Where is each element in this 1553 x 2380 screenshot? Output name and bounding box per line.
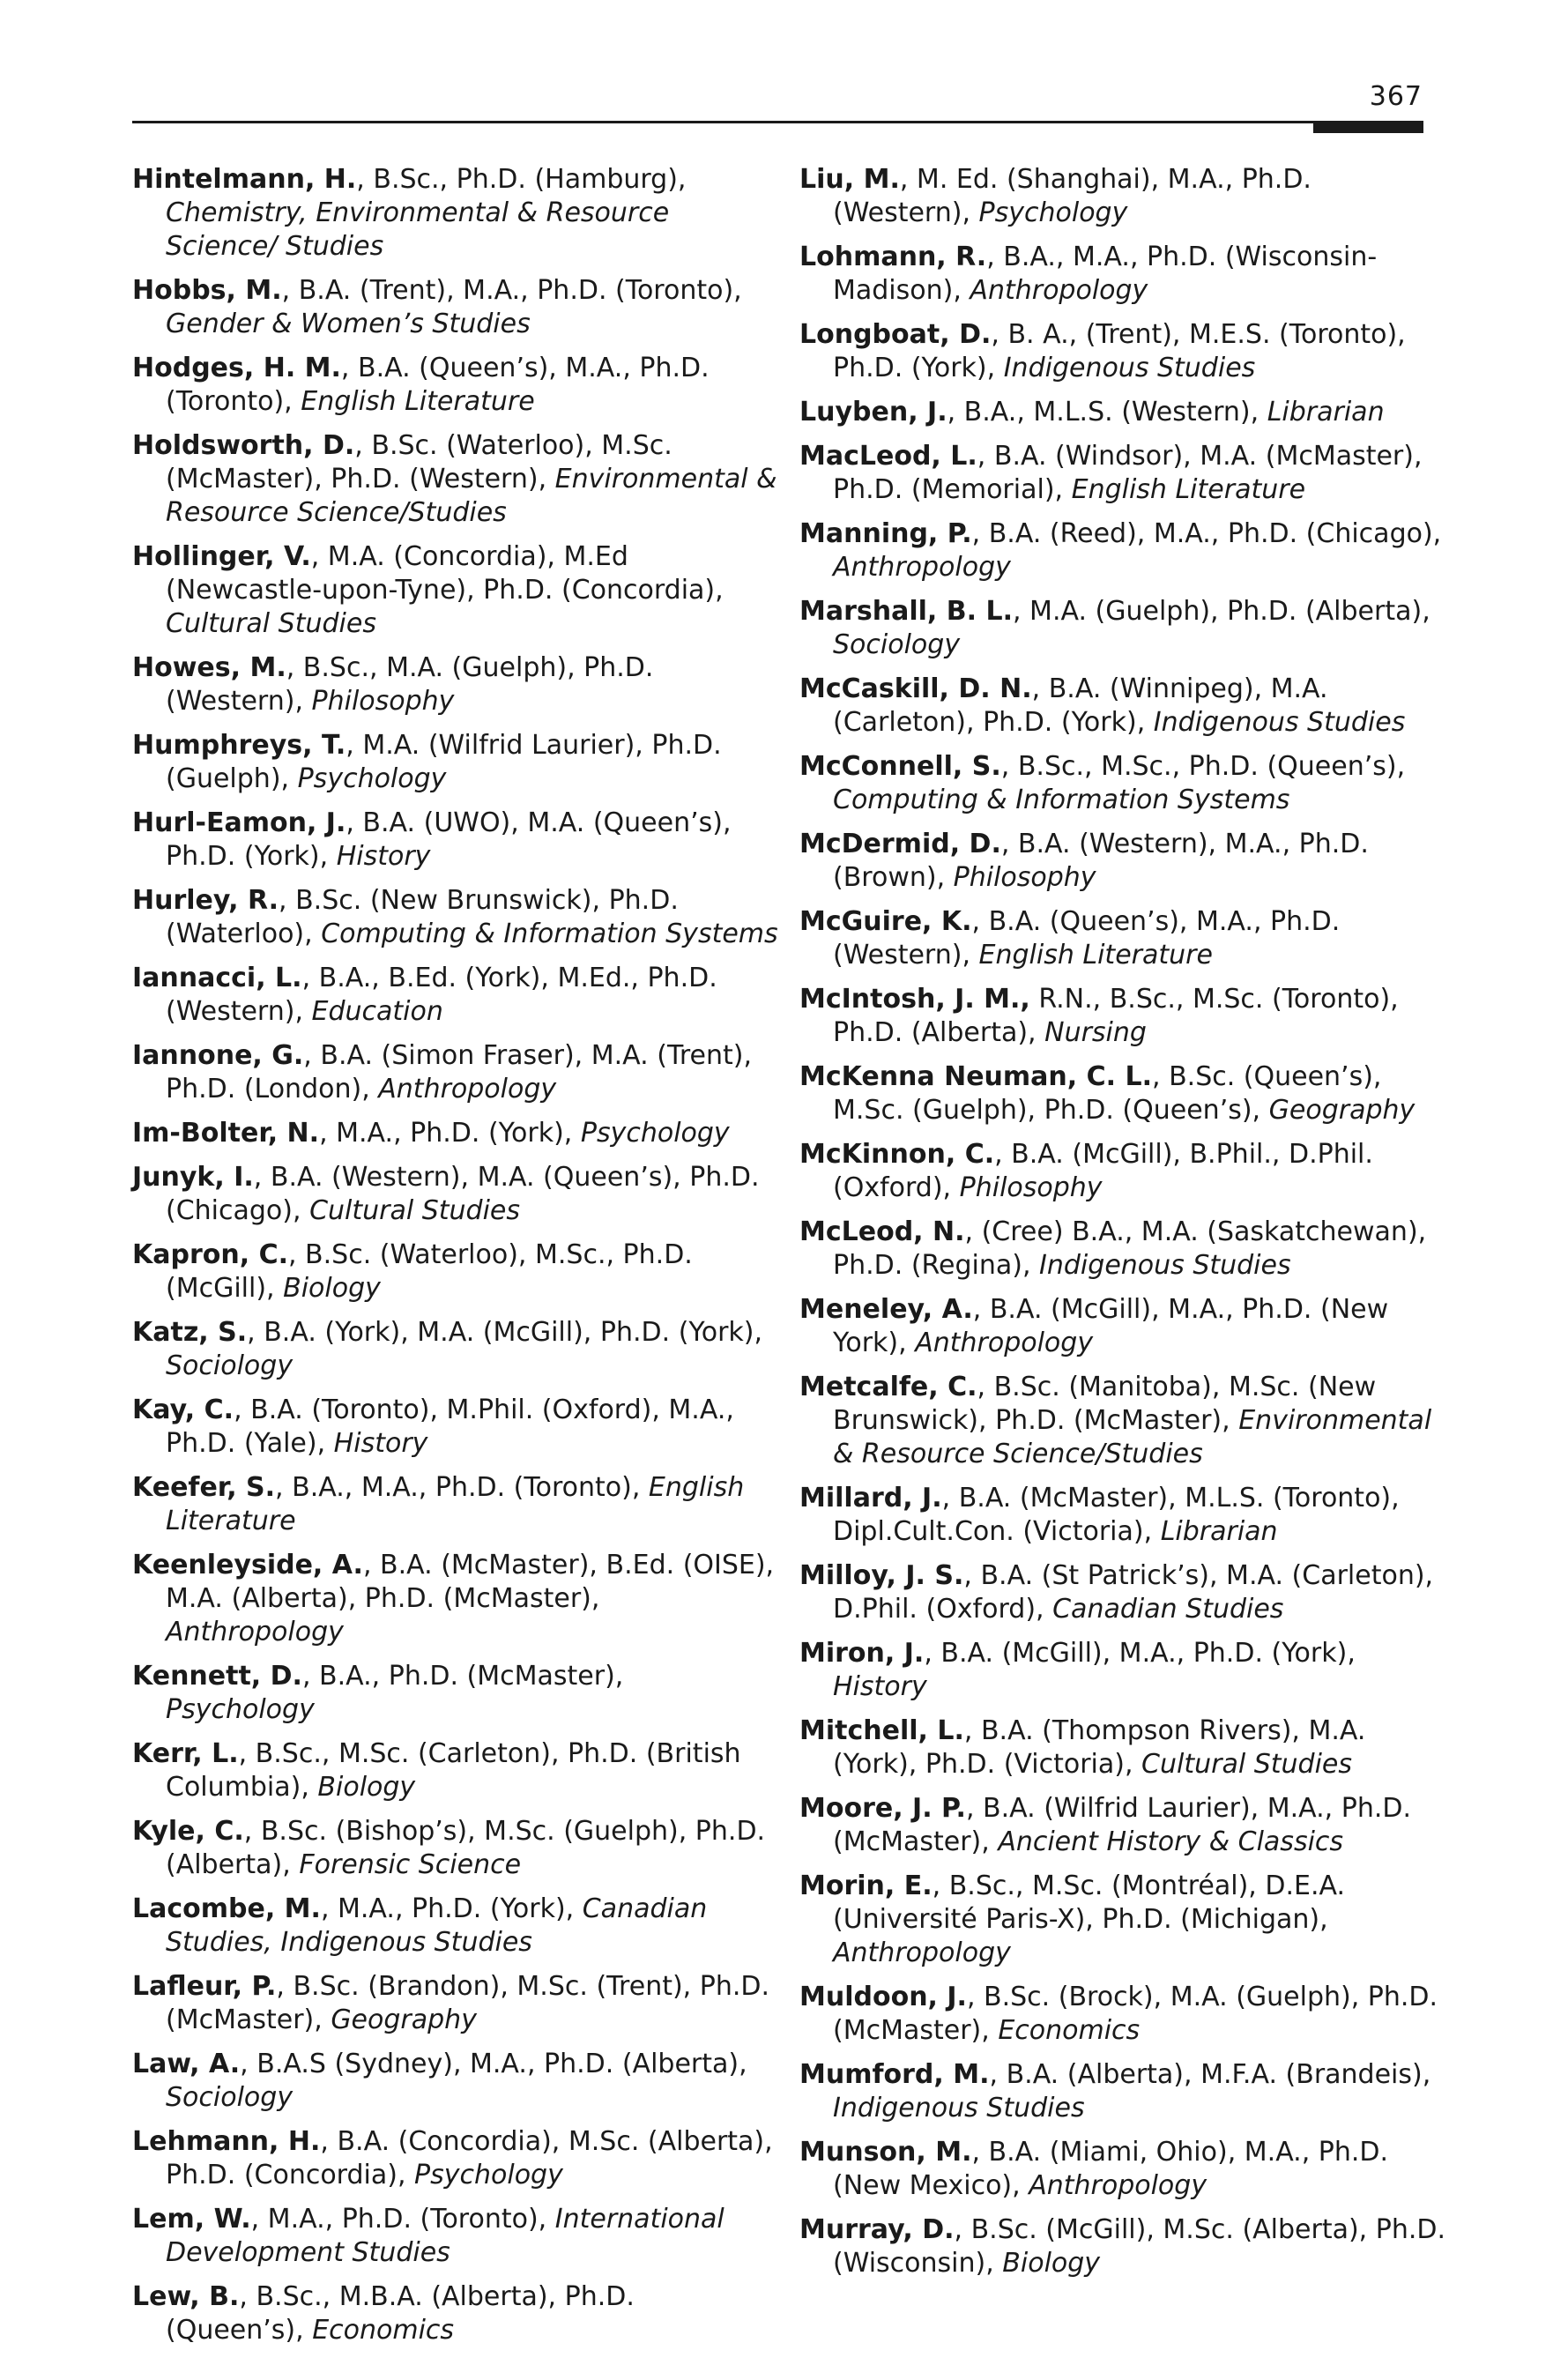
faculty-entry	[799, 440, 1447, 507]
faculty-credentials: , B.A., M.L.S. (Western),	[947, 397, 1267, 428]
faculty-department: History	[333, 1428, 428, 1459]
faculty-credentials: , B.Sc., M.Sc. (Carleton), Ph.D. (British Columbia),	[166, 1738, 741, 1803]
faculty-entry	[132, 2048, 780, 2115]
faculty-credentials: , B.Sc. (McGill), M.Sc. (Alberta), Ph.D. (Wisconsin),	[833, 2214, 1446, 2279]
faculty-entry	[132, 1238, 780, 1305]
faculty-department: Sociology	[833, 629, 961, 660]
faculty-credentials: , M.A. (Wilfrid Laurier), Ph.D. (Guelph),	[166, 730, 722, 794]
faculty-name: Luyben, J.	[799, 397, 947, 428]
faculty-department: Biology	[317, 1772, 416, 1803]
faculty-name: Lohmann, R.	[799, 242, 987, 272]
faculty-entry	[799, 1981, 1447, 2048]
faculty-department: Psychology	[166, 1694, 315, 1725]
faculty-name: Morin, E.	[799, 1871, 933, 1901]
faculty-credentials: , M.A. (Guelph), Ph.D. (Alberta),	[1012, 596, 1430, 627]
faculty-credentials: , B.A. (Queen’s), M.A., Ph.D. (Western),	[833, 906, 1341, 971]
faculty-name: Holdsworth, D.	[132, 430, 355, 461]
faculty-credentials: , B.A. (St Patrick’s), M.A. (Carleton), D.Phil. (Oxford),	[833, 1560, 1434, 1625]
faculty-credentials: , (Cree) B.A., M.A. (Saskatchewan), Ph.D. (Regina),	[833, 1216, 1427, 1281]
faculty-name: Metcalfe, C.	[799, 1372, 977, 1402]
faculty-credentials: , B.A. (Thompson Rivers), M.A. (York), Ph.D. (Victoria),	[833, 1715, 1366, 1780]
faculty-department: Librarian	[1160, 1516, 1278, 1547]
faculty-credentials: , M.A., Ph.D. (York),	[319, 1118, 581, 1149]
faculty-name: Milloy, J. S.	[799, 1560, 964, 1591]
faculty-entry	[799, 517, 1447, 584]
faculty-name: McKenna Neuman, C. L.	[799, 1061, 1152, 1092]
faculty-credentials: , B.Sc. (Brandon), M.Sc. (Trent), Ph.D. (McMaster),	[166, 1971, 770, 2035]
faculty-entry	[799, 1637, 1447, 1704]
faculty-department: Economics	[998, 2015, 1141, 2046]
faculty-name: Kapron, C.	[132, 1239, 288, 1270]
faculty-name: McConnell, S.	[799, 751, 1001, 782]
faculty-department: Indigenous Studies	[1003, 353, 1256, 383]
faculty-department: Cultural Studies	[1141, 1749, 1352, 1780]
faculty-name: Muldoon, J.	[799, 1982, 967, 2012]
faculty-entry	[799, 983, 1447, 1050]
faculty-credentials: , B.A. (Trent), M.A., Ph.D. (Toronto),	[281, 275, 742, 306]
faculty-department: Biology	[1002, 2248, 1101, 2279]
faculty-entry	[799, 828, 1447, 895]
faculty-entry	[799, 163, 1447, 230]
faculty-entry	[799, 318, 1447, 385]
faculty-name: Lew, B.	[132, 2281, 240, 2312]
faculty-credentials: , B.Sc., M.B.A. (Alberta), Ph.D. (Queen’s),	[166, 2281, 635, 2346]
faculty-credentials: , B.A. (Simon Fraser), M.A. (Trent), Ph.D. (London),	[166, 1040, 753, 1104]
faculty-credentials: , B.Sc. (Brock), M.A. (Guelph), Ph.D. (McMaster),	[833, 1982, 1438, 2046]
faculty-credentials: , B.Sc. (Waterloo), M.Sc., Ph.D. (McGill),	[166, 1239, 693, 1304]
faculty-department: Ancient History & Classics	[998, 1826, 1344, 1857]
faculty-name: Hollinger, V.	[132, 541, 311, 572]
faculty-name: Millard, J.	[799, 1483, 942, 1514]
faculty-entry	[132, 884, 780, 951]
faculty-entry	[799, 2058, 1447, 2125]
faculty-department: English Literature	[166, 1472, 745, 1536]
faculty-department: Psychology	[580, 1118, 730, 1149]
faculty-name: Kay, C.	[132, 1395, 234, 1425]
faculty-department: Anthropology	[833, 1937, 1011, 1968]
faculty-entry	[132, 540, 780, 641]
faculty-department: Cultural Studies	[166, 608, 376, 639]
faculty-department: Computing & Information Systems	[833, 785, 1290, 815]
faculty-credentials: , B. A., (Trent), M.E.S. (Toronto), Ph.D. (York),	[833, 319, 1406, 383]
faculty-credentials: , M. Ed. (Shanghai), M.A., Ph.D. (Western),	[833, 164, 1312, 228]
faculty-department: Philosophy	[311, 686, 455, 717]
faculty-entry	[132, 2125, 780, 2192]
faculty-credentials: , B.A. (Western), M.A., Ph.D. (Brown),	[833, 829, 1369, 893]
faculty-entry	[132, 1970, 780, 2037]
faculty-entry	[132, 1117, 780, 1150]
faculty-entry	[799, 673, 1447, 740]
faculty-name: McLeod, N.	[799, 1216, 965, 1247]
faculty-department: Biology	[283, 1273, 381, 1304]
faculty-department: Anthropology	[833, 552, 1011, 583]
faculty-name: Howes, M.	[132, 652, 286, 683]
faculty-department: International Development Studies	[166, 2204, 724, 2268]
faculty-name: Im-Bolter, N.	[132, 1118, 320, 1149]
faculty-entry	[799, 1060, 1447, 1127]
faculty-department: History	[336, 841, 431, 872]
faculty-credentials: , B.A. (McGill), M.A., Ph.D. (New York),	[833, 1294, 1389, 1358]
faculty-entry	[132, 1660, 780, 1727]
faculty-entry	[799, 241, 1447, 308]
faculty-entry	[799, 1371, 1447, 1471]
faculty-name: McIntosh, J. M.,	[799, 984, 1030, 1015]
faculty-department: Environmental & Resource Science/Studies	[166, 464, 777, 528]
faculty-credentials: , B.A., M.A., Ph.D. (Wisconsin-Madison),	[833, 242, 1378, 306]
faculty-name: Keenleyside, A.	[132, 1550, 363, 1580]
faculty-name: Law, A.	[132, 2049, 241, 2079]
faculty-entry	[799, 750, 1447, 817]
faculty-credentials: , B.A. (Winnipeg), M.A. (Carleton), Ph.D. (York),	[833, 673, 1328, 738]
faculty-entry	[799, 1559, 1447, 1626]
faculty-name: Hurl-Eamon, J.	[132, 807, 346, 838]
faculty-entry	[132, 1549, 780, 1649]
header-rule-tab	[1313, 121, 1423, 133]
faculty-credentials: , B.A., M.A., Ph.D. (Toronto),	[275, 1472, 649, 1503]
faculty-credentials: , B.Sc. (Manitoba), M.Sc. (New Brunswick), Ph.D. (McMaster),	[833, 1372, 1377, 1436]
faculty-department: English Literature	[301, 386, 535, 417]
faculty-department: Education	[311, 996, 443, 1027]
faculty-credentials: , B.A. (UWO), M.A. (Queen’s), Ph.D. (York),	[166, 807, 732, 872]
faculty-department: English Literature	[978, 940, 1213, 971]
faculty-department: Canadian Studies, Indigenous Studies	[166, 1893, 708, 1958]
faculty-name: Miron, J.	[799, 1638, 925, 1669]
faculty-entry	[799, 1714, 1447, 1781]
faculty-name: McCaskill, D. N.	[799, 673, 1032, 704]
faculty-department: Anthropology	[378, 1074, 557, 1104]
faculty-name: Katz, S.	[132, 1317, 248, 1348]
faculty-entry	[132, 1737, 780, 1804]
faculty-name: Hodges, H. M.	[132, 353, 341, 383]
faculty-credentials: , B.Sc., Ph.D. (Hamburg),	[356, 164, 687, 195]
faculty-entry	[132, 1471, 780, 1538]
faculty-name: Kyle, C.	[132, 1816, 244, 1847]
faculty-credentials: , M.A., Ph.D. (York),	[320, 1893, 583, 1924]
faculty-department: Librarian	[1267, 397, 1385, 428]
faculty-department: Psychology	[978, 197, 1128, 228]
faculty-name: Kennett, D.	[132, 1661, 302, 1692]
faculty-name: Hurley, R.	[132, 885, 279, 916]
faculty-name: Hintelmann, H.	[132, 164, 357, 195]
faculty-credentials: , B.A. (Western), M.A. (Queen’s), Ph.D. (Chicago),	[166, 1162, 760, 1226]
faculty-credentials: , B.Sc. (Queen’s), M.Sc. (Guelph), Ph.D. (Queen’s),	[833, 1061, 1382, 1126]
faculty-department: Psychology	[414, 2160, 563, 2190]
faculty-department: Philosophy	[959, 1172, 1103, 1203]
faculty-name: Lem, W.	[132, 2204, 251, 2235]
faculty-department: Indigenous Studies	[833, 2093, 1085, 2123]
faculty-entry	[799, 2213, 1447, 2280]
faculty-entry	[132, 163, 780, 264]
faculty-name: Munson, M.	[799, 2137, 972, 2168]
faculty-department: Psychology	[297, 763, 447, 794]
faculty-entry	[132, 1039, 780, 1106]
faculty-credentials: , B.A., Ph.D. (McMaster),	[301, 1661, 624, 1692]
faculty-credentials: R.N., B.Sc., M.Sc. (Toronto), Ph.D. (Alberta),	[833, 984, 1399, 1048]
faculty-department: Anthropology	[915, 1328, 1094, 1358]
faculty-name: Iannone, G.	[132, 1040, 304, 1071]
faculty-entry	[799, 1216, 1447, 1283]
faculty-entry	[799, 1482, 1447, 1549]
faculty-credentials: , B.Sc., M.Sc., Ph.D. (Queen’s),	[1000, 751, 1406, 782]
faculty-name: Lacombe, M.	[132, 1893, 321, 1924]
faculty-department: Philosophy	[953, 862, 1096, 893]
header-rule	[132, 121, 1423, 123]
faculty-department: Economics	[312, 2315, 455, 2346]
faculty-name: McGuire, K.	[799, 906, 972, 937]
faculty-name: Meneley, A.	[799, 1294, 973, 1325]
faculty-name: Lehmann, H.	[132, 2126, 321, 2157]
faculty-department: Forensic Science	[299, 1849, 522, 1880]
faculty-credentials: , B.A. (Reed), M.A., Ph.D. (Chicago),	[971, 518, 1442, 549]
faculty-credentials: , B.Sc., M.A. (Guelph), Ph.D. (Western),	[166, 652, 654, 717]
faculty-credentials: , B.A. (Miami, Ohio), M.A., Ph.D. (New Mexico),	[833, 2137, 1389, 2201]
faculty-entry	[799, 905, 1447, 972]
faculty-credentials: , B.A. (York), M.A. (McGill), Ph.D. (York),	[247, 1317, 763, 1348]
faculty-credentials: , B.A. (Wilfrid Laurier), M.A., Ph.D. (McMaster),	[833, 1793, 1412, 1857]
faculty-department: Anthropology	[166, 1617, 344, 1647]
faculty-credentials: , B.Sc. (Waterloo), M.Sc. (McMaster), Ph.D. (Western),	[166, 430, 672, 495]
faculty-entry	[132, 1316, 780, 1383]
faculty-name: Moore, J. P.	[799, 1793, 966, 1824]
faculty-credentials: , B.A. (Alberta), M.F.A. (Brandeis),	[989, 2059, 1431, 2090]
faculty-entry	[132, 429, 780, 530]
faculty-entry	[132, 729, 780, 796]
faculty-entry	[132, 651, 780, 718]
faculty-credentials: , B.Sc., M.Sc. (Montréal), D.E.A. (Université Paris-X), Ph.D. (Michigan),	[833, 1871, 1346, 1935]
faculty-credentials: , B.A. (Concordia), M.Sc. (Alberta), Ph.D. (Concordia),	[166, 2126, 773, 2190]
faculty-entry	[132, 962, 780, 1029]
faculty-name: Longboat, D.	[799, 319, 992, 350]
faculty-credentials: , B.A. (McMaster), M.L.S. (Toronto), Dipl.Cult.Con. (Victoria),	[833, 1483, 1400, 1547]
faculty-name: Kerr, L.	[132, 1738, 239, 1769]
faculty-entry	[132, 1893, 780, 1960]
faculty-credentials: , B.A. (Windsor), M.A. (McMaster), Ph.D. (Memorial),	[833, 441, 1423, 505]
faculty-entry	[132, 352, 780, 419]
faculty-entry	[799, 1293, 1447, 1360]
faculty-credentials: , M.A., Ph.D. (Toronto),	[250, 2204, 555, 2235]
faculty-entry	[132, 1394, 780, 1461]
faculty-name: Iannacci, L.	[132, 963, 302, 993]
faculty-entry	[799, 1792, 1447, 1859]
faculty-entry	[132, 1161, 780, 1228]
faculty-credentials: , B.Sc. (Bishop’s), M.Sc. (Guelph), Ph.D. (Alberta),	[166, 1816, 766, 1880]
faculty-entry	[799, 1138, 1447, 1205]
faculty-department: Anthropology	[1029, 2170, 1207, 2201]
faculty-department: Geography	[331, 2004, 477, 2035]
faculty-credentials: , B.A., B.Ed. (York), M.Ed., Ph.D. (Western),	[166, 963, 717, 1027]
faculty-department: Computing & Information Systems	[321, 919, 778, 949]
faculty-department: Anthropology	[970, 275, 1148, 306]
faculty-name: McKinnon, C.	[799, 1139, 995, 1170]
faculty-department: Indigenous Studies	[1039, 1250, 1291, 1281]
faculty-department: Sociology	[166, 2082, 294, 2113]
faculty-entry	[132, 807, 780, 874]
faculty-department: Chemistry, Environmental & Resource Science/ Studies	[166, 197, 670, 262]
faculty-name: MacLeod, L.	[799, 441, 977, 472]
faculty-name: Mumford, M.	[799, 2059, 990, 2090]
faculty-department: Gender & Women’s Studies	[166, 309, 531, 339]
faculty-entry	[799, 595, 1447, 662]
left-column	[132, 163, 780, 2358]
faculty-name: Keefer, S.	[132, 1472, 276, 1503]
faculty-name: Junyk, I.	[132, 1162, 254, 1193]
faculty-department: Environmental & Resource Science/Studies	[833, 1405, 1432, 1469]
faculty-entry	[132, 1815, 780, 1882]
faculty-name: Manning, P.	[799, 518, 972, 549]
faculty-department: English Literature	[1071, 474, 1306, 505]
faculty-credentials: , B.A.S (Sydney), M.A., Ph.D. (Alberta),	[240, 2049, 747, 2079]
faculty-department: Nursing	[1044, 1017, 1147, 1048]
faculty-name: Lafleur, P.	[132, 1971, 277, 2002]
faculty-name: Humphreys, T.	[132, 730, 346, 761]
faculty-entry	[799, 2136, 1447, 2203]
faculty-credentials: , B.A. (McGill), B.Phil., D.Phil. (Oxford),	[833, 1139, 1373, 1203]
faculty-department: Cultural Studies	[309, 1195, 521, 1226]
faculty-entry	[132, 274, 780, 341]
faculty-credentials: , B.Sc. (New Brunswick), Ph.D. (Waterloo),	[166, 885, 679, 949]
faculty-department: Geography	[1268, 1095, 1416, 1126]
faculty-credentials: , M.A. (Concordia), M.Ed (Newcastle-upon-Tyne), Ph.D. (Concordia),	[166, 541, 724, 606]
faculty-name: Liu, M.	[799, 164, 900, 195]
faculty-name: Marshall, B. L.	[799, 596, 1013, 627]
right-column	[799, 163, 1447, 2291]
faculty-credentials: , B.A. (Queen’s), M.A., Ph.D. (Toronto),	[166, 353, 710, 417]
faculty-name: McDermid, D.	[799, 829, 1001, 859]
faculty-name: Mitchell, L.	[799, 1715, 964, 1746]
faculty-entry	[799, 1870, 1447, 1970]
faculty-credentials: , B.A. (McMaster), B.Ed. (OISE), M.A. (Alberta), Ph.D. (McMaster),	[166, 1550, 775, 1614]
page-number: 367	[1369, 81, 1423, 112]
faculty-credentials: , B.A. (Toronto), M.Phil. (Oxford), M.A., Ph.D. (Yale),	[166, 1395, 734, 1459]
faculty-entry	[132, 2280, 780, 2347]
faculty-entry	[132, 2203, 780, 2270]
faculty-department: History	[833, 1671, 927, 1702]
faculty-department: Sociology	[166, 1350, 294, 1381]
faculty-name: Murray, D.	[799, 2214, 955, 2245]
faculty-department: Indigenous Studies	[1153, 707, 1406, 738]
faculty-entry	[799, 396, 1447, 429]
faculty-department: Canadian Studies	[1052, 1594, 1284, 1625]
faculty-name: Hobbs, M.	[132, 275, 282, 306]
faculty-credentials: , B.A. (McGill), M.A., Ph.D. (York),	[924, 1638, 1356, 1669]
